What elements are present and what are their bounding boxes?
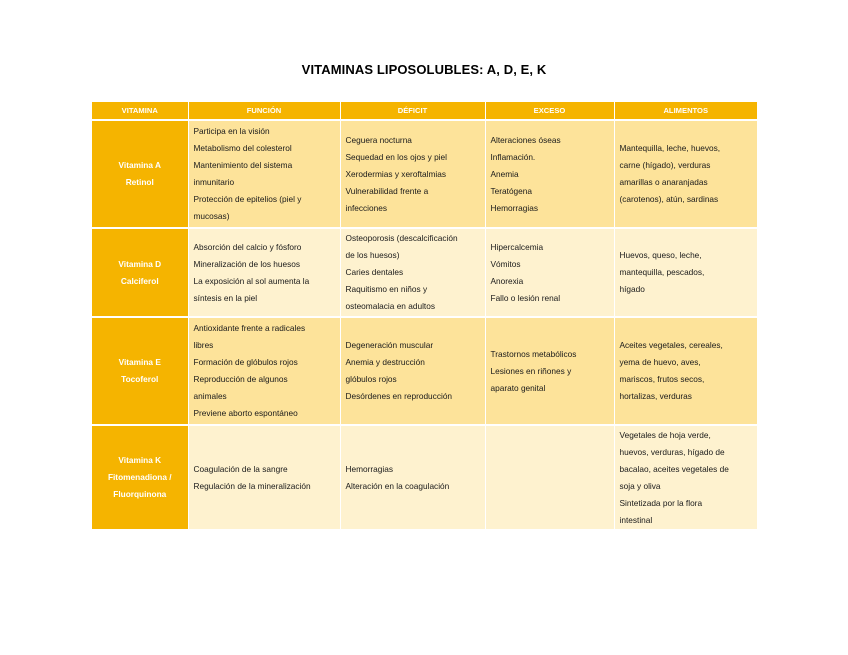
funcion-line: Coagulación de la sangre [193, 463, 288, 474]
funcion-line: Mantenimiento del sistema [193, 160, 293, 170]
exceso-line: Hemorragias [490, 202, 538, 213]
deficit-line: infecciones [345, 202, 388, 213]
alimentos-line: mantequilla, pescados, [619, 267, 705, 277]
exceso-cell [485, 425, 614, 530]
funcion-line: Previene aborto espontáneo [193, 408, 298, 418]
funcion-cell [188, 120, 340, 228]
alimentos-line: huevos, verduras, hígado de [619, 446, 725, 457]
deficit-line: Vulnerabilidad frente a [345, 185, 429, 196]
deficit-line: Degeneración muscular [345, 340, 434, 350]
vitamin-name-line: Vitamina K [118, 455, 162, 465]
alimentos-line: Mantequilla, leche, huevos, [619, 143, 721, 153]
funcion-line: La exposición al sol aumenta la [193, 275, 310, 286]
vitamin-name-line: Fluorquinona [113, 489, 167, 499]
exceso-line: Anemia [490, 168, 519, 179]
funcion-line: síntesis en la piel [193, 292, 258, 303]
vitamin-name-line: Retinol [125, 177, 154, 187]
exceso-line: Fallo o lesión renal [490, 292, 561, 303]
vitamin-name-line: Vitamina E [118, 357, 161, 367]
alimentos-line: carne (hígado), verduras [619, 160, 711, 170]
funcion-line: libres [193, 340, 214, 350]
funcion-line: Protección de epitelios (piel y [193, 194, 302, 204]
deficit-line: Sequedad en los ojos y piel [345, 151, 447, 162]
alimentos-line: bacalao, aceites vegetales de [619, 463, 729, 474]
funcion-line: animales [193, 391, 227, 401]
alimentos-line: (carotenos), atún, sardinas [619, 194, 719, 204]
vitamin-name-line: Vitamina D [118, 258, 162, 269]
exceso-line: Anorexia [490, 275, 524, 286]
alimentos-line: Aceites vegetales, cereales, [619, 340, 723, 350]
funcion-cell [188, 425, 340, 530]
alimentos-line: Huevos, queso, leche, [619, 250, 702, 260]
vitamin-name-line: Fitomenadiona / [107, 472, 172, 482]
funcion-line: mucosas) [193, 211, 230, 221]
funcion-cell [188, 228, 340, 317]
vitamin-name-line: Vitamina A [118, 160, 161, 170]
deficit-cell [340, 228, 485, 317]
funcion-line: inmunitario [193, 177, 235, 187]
alimentos-line: intestinal [619, 514, 653, 525]
alimentos-line: hortalizas, verduras [619, 391, 692, 401]
alimentos-line: Sintetizada por la flora [619, 497, 703, 508]
deficit-line: Anemia y destrucción [345, 357, 425, 367]
deficit-line: Desórdenes en reproducción [345, 391, 453, 401]
vitamin-name-cell [92, 425, 188, 530]
exceso-line: Vómitos [490, 258, 521, 269]
funcion-line: Reproducción de algunos [193, 374, 288, 384]
alimentos-line: mariscos, frutos secos, [619, 374, 705, 384]
deficit-cell [340, 317, 485, 425]
exceso-cell [485, 228, 614, 317]
deficit-line: de los huesos) [345, 250, 400, 260]
header-exceso: EXCESO [485, 102, 614, 120]
alimentos-cell [614, 317, 757, 425]
deficit-line: Raquitismo en niños y [345, 284, 428, 294]
header-vitamina: VITAMINA [92, 102, 188, 120]
funcion-line: Regulación de la mineralización [193, 480, 311, 491]
funcion-line: Formación de glóbulos rojos [193, 357, 298, 367]
exceso-line: Trastornos metabólicos [490, 348, 577, 359]
table-header-row [92, 102, 757, 120]
vitamin-name-line: Calciferol [120, 275, 159, 286]
alimentos-cell [614, 228, 757, 317]
deficit-line: glóbulos rojos [345, 374, 397, 384]
vitamin-name-cell [92, 228, 188, 317]
header-funcion: FUNCIÓN [188, 102, 340, 120]
vitamin-name-line: Tocoferol [121, 374, 159, 384]
exceso-line: Inflamación. [490, 151, 536, 162]
deficit-line: osteomalacia en adultos [345, 301, 435, 311]
table-row [92, 317, 757, 425]
funcion-cell [188, 317, 340, 425]
funcion-line: Participa en la visión [193, 126, 270, 136]
vitamin-name-cell [92, 317, 188, 425]
deficit-line: Xerodermias y xeroftalmias [345, 168, 447, 179]
table-row [92, 425, 757, 530]
alimentos-line: yema de huevo, aves, [619, 357, 701, 367]
alimentos-line: soja y oliva [619, 480, 661, 491]
deficit-line: Caries dentales [345, 267, 404, 277]
exceso-line: Hipercalcemia [490, 241, 544, 252]
header-alimentos: ALIMENTOS [614, 102, 757, 120]
alimentos-line: hígado [619, 284, 645, 294]
exceso-line: Alteraciones óseas [490, 134, 561, 145]
alimentos-cell [614, 120, 757, 228]
deficit-line: Ceguera nocturna [345, 134, 412, 145]
alimentos-cell [614, 425, 757, 530]
deficit-cell [340, 425, 485, 530]
exceso-cell [485, 317, 614, 425]
funcion-line: Mineralización de los huesos [193, 258, 301, 269]
exceso-line: Lesiones en riñones y [490, 365, 572, 376]
table-row [92, 120, 757, 228]
deficit-line: Alteración en la coagulación [345, 480, 450, 491]
table-row [92, 228, 757, 317]
deficit-line: Hemorragias [345, 463, 393, 474]
alimentos-line: amarillas o anaranjadas [619, 177, 708, 187]
funcion-line: Absorción del calcio y fósforo [193, 241, 302, 252]
deficit-line: Osteoporosis (descalcificación [345, 233, 458, 243]
header-deficit: DÉFICIT [340, 102, 485, 120]
vitamin-name-cell [92, 120, 188, 228]
funcion-line: Metabolismo del colesterol [193, 143, 292, 153]
alimentos-line: Vegetales de hoja verde, [619, 429, 711, 440]
deficit-cell [340, 120, 485, 228]
document-title: VITAMINAS LIPOSOLUBLES: A, D, E, K [301, 62, 547, 77]
exceso-line: Teratógena [490, 185, 533, 196]
exceso-line: aparato genital [490, 382, 546, 393]
exceso-cell [485, 120, 614, 228]
vitamins-table [92, 102, 757, 531]
funcion-line: Antioxidante frente a radicales [193, 323, 306, 333]
